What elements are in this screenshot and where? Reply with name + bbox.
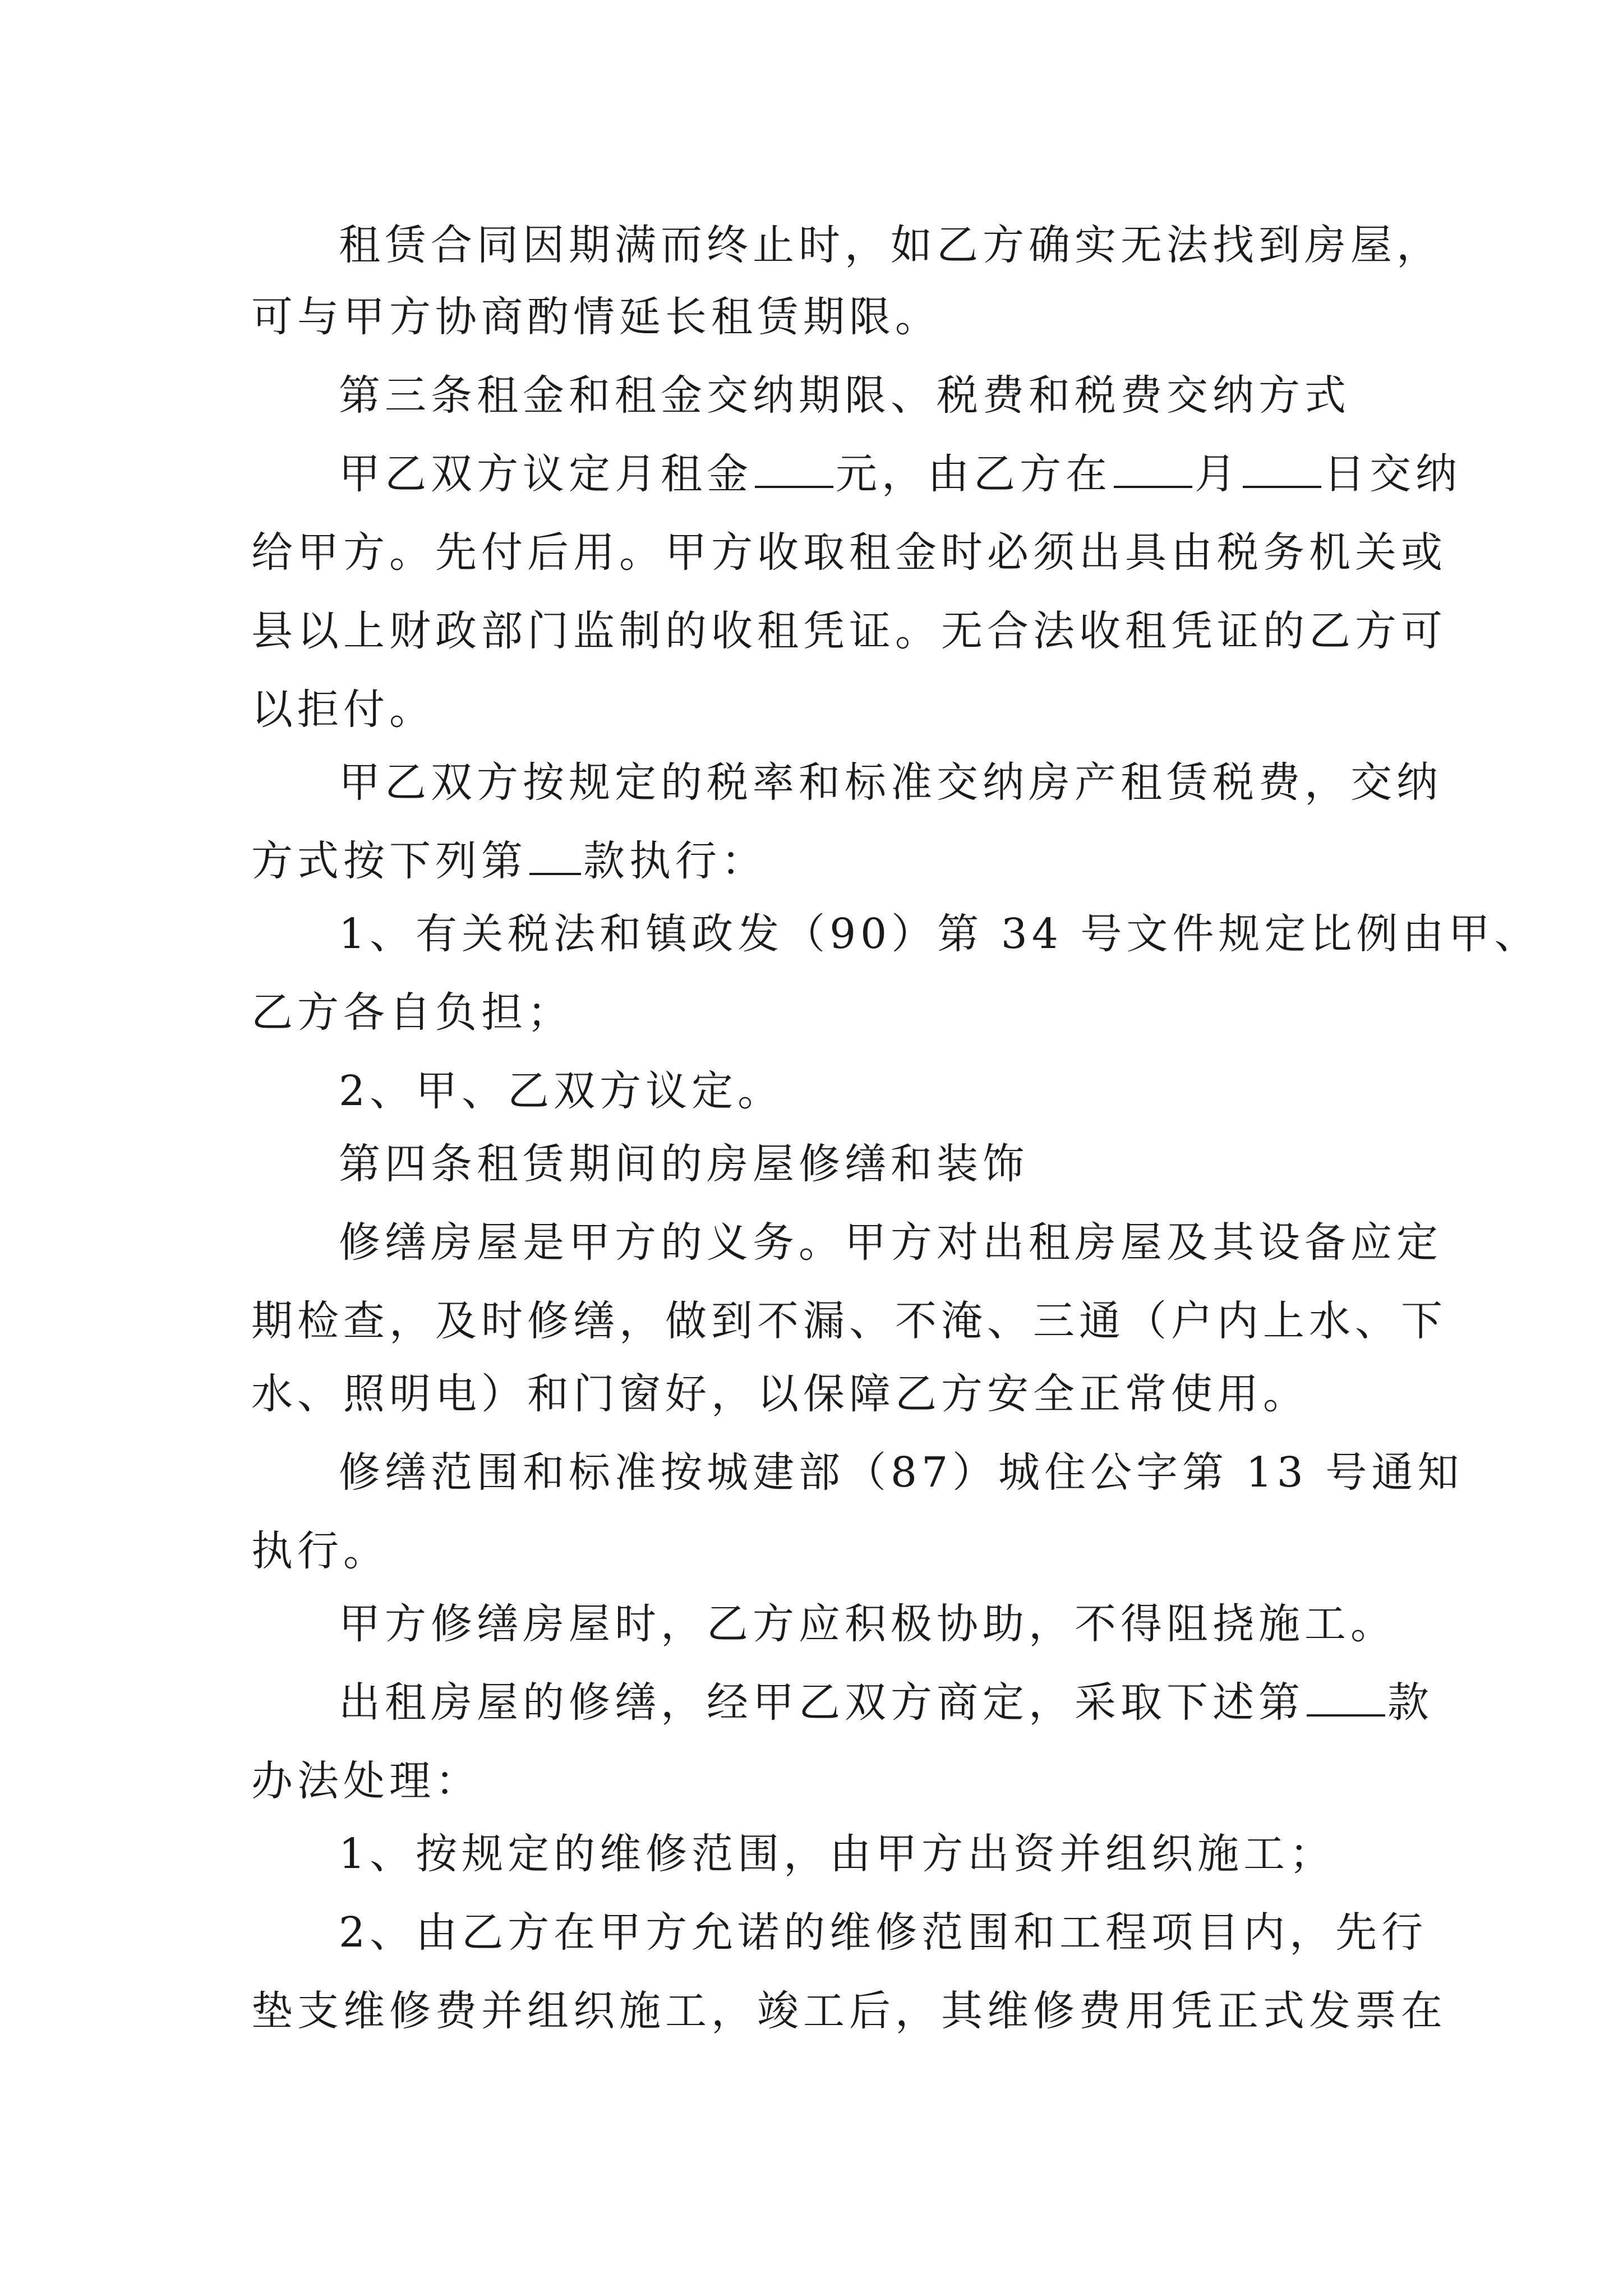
fill-in-blank: [529, 836, 581, 875]
text-line: [251, 286, 941, 348]
text-segment: 款: [1387, 1678, 1433, 1727]
text-line: [251, 600, 1447, 662]
text-segment: 甲乙双方议定月租金: [339, 450, 753, 498]
text-segment: 办法处理：: [251, 1757, 481, 1805]
text-line: [339, 1672, 1433, 1733]
text-segment: 甲乙双方按规定的税率和标准交纳房产租赁税费，交纳: [339, 758, 1442, 807]
text-line: [251, 522, 1447, 583]
text-line: [251, 1363, 1309, 1425]
text-line: [251, 1750, 481, 1812]
text-segment: 第四条租赁期间的房屋修缮和装饰: [339, 1140, 1029, 1188]
fill-in-blank: [755, 449, 833, 488]
text-line: [339, 1442, 1463, 1503]
text-segment: 元，由乙方在: [836, 450, 1112, 498]
text-segment: 县以上财政部门监制的收租凭证。无合法收租凭证的乙方可: [251, 607, 1447, 655]
text-segment: 甲方修缮房屋时，乙方应积极协助，不得阻挠施工。: [339, 1600, 1396, 1648]
text-line: [339, 1902, 1427, 1963]
text-line: [251, 1290, 1447, 1352]
text-line: [251, 679, 435, 740]
text-segment: 方式按下列第: [251, 837, 527, 885]
text-line: [339, 214, 1442, 276]
text-segment: 水、照明电）和门窗好，以保障乙方安全正常使用。: [251, 1370, 1309, 1418]
text-segment: 1、有关税法和镇政发（90）第 34 号文件规定比例由甲、: [339, 910, 1541, 958]
fill-in-blank: [1114, 449, 1192, 488]
text-segment: 可与甲方协商酌情延长租赁期限。: [251, 293, 941, 341]
text-segment: 1、按规定的维修范围，由甲方出资并组织施工；: [339, 1830, 1336, 1878]
text-line: [339, 1212, 1442, 1273]
text-line: [339, 1823, 1335, 1885]
text-segment: 给甲方。先付后用。甲方收取租金时必须出具由税务机关或: [251, 528, 1447, 577]
text-segment: 期检查，及时修缮，做到不漏、不淹、三通（户内上水、下: [251, 1297, 1447, 1345]
text-segment: 月: [1195, 450, 1241, 498]
fill-in-blank: [1307, 1677, 1385, 1717]
text-line: [339, 752, 1442, 813]
text-segment: 租赁合同因期满而终止时，如乙方确实无法找到房屋，: [339, 221, 1442, 269]
text-segment: 以拒付。: [251, 685, 435, 734]
text-segment: 修缮房屋是甲方的义务。甲方对出租房屋及其设备应定: [339, 1218, 1442, 1267]
text-segment: 款执行：: [583, 837, 767, 885]
text-segment: 2、由乙方在甲方允诺的维修范围和工程项目内，先行: [339, 1908, 1428, 1957]
text-segment: 修缮范围和标准按城建部（87）城住公字第 13 号通知: [339, 1448, 1464, 1497]
text-line: [251, 1980, 1447, 2042]
text-line: [339, 903, 1540, 965]
text-segment: 垫支维修费并组织施工，竣工后，其维修费用凭正式发票在: [251, 1987, 1447, 2035]
text-line: [251, 830, 767, 892]
article-heading: [339, 1133, 1029, 1195]
text-segment: 执行。: [251, 1527, 389, 1575]
article-heading: [339, 365, 1350, 426]
text-line: [251, 982, 573, 1043]
fill-in-blank: [1243, 449, 1321, 488]
text-segment: 第三条租金和租金交纳期限、税费和税费交纳方式: [339, 371, 1350, 420]
text-line: [339, 443, 1461, 505]
text-line: [251, 1520, 389, 1582]
text-segment: 乙方各自负担；: [251, 988, 573, 1037]
text-line: [339, 1593, 1396, 1655]
text-segment: 2、甲、乙双方议定。: [339, 1067, 784, 1115]
text-segment: 日交纳: [1324, 450, 1461, 498]
text-line: [339, 1060, 783, 1122]
text-segment: 出租房屋的修缮，经甲乙双方商定，采取下述第: [339, 1678, 1304, 1727]
